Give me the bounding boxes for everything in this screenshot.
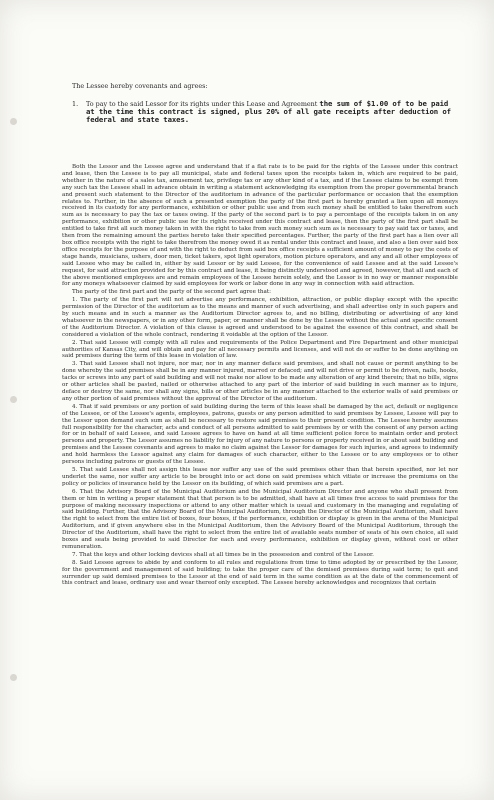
clause-3: 3. That said Lessee shall not injure, nor mar, nor in any manner deface said premises, and shall not cause or permit anything to be done whereby the said premises shall be in any manner injured, marred or defaced; and will not drive or permit to be driven, nails, hooks, tacks or screws into any part of said building and will not make nor allow to be made any alteration of any kind therein; that no bills, signs or other articles shall be pasted, nailed or otherwise attached to any part of the interior of said building in such manner as to injure, deface or destroy the same, nor shall any signs, bills or other articles be in any manner attached to the exterior walls of said premises or any other portion of said premises without the approval of the Director of the auditorium. [62, 361, 458, 402]
clause-2: 2. That said Lessee will comply with all rules and requirements of the Police Department and Fire Department and other municipal authorities of Kansas City, and will obtain and pay for all necessary permits and licenses, and will not do or suffer to be done anything on said premises during the term of this lease in violation of law. [62, 339, 458, 360]
clause-8: 8. Said Lessee agrees to abide by and conform to all rules and regulations from time to time adopted by or prescribed by the Lessor, for the government and management of said building; to take the proper care of the demised premises during said term; to quit and surrender up said demised premises to the Lessor at the end of said term in the same condition as at the date of the commencement of this contract and lease, ordinary use and wear thereof only excepted. The Lessee hereby acknowledges and recognizes that certain [62, 559, 458, 587]
document-body [62, 82, 458, 588]
item-number: 1. [72, 100, 79, 108]
agreement-paragraph: Both the Lessor and the Lessee agree and understand that if a flat rate is to be paid for the rights of the Lessee under this contract and lease, then the Lessee is to pay all municipal, state and federal taxes upon the receipts taken in, which are required to be paid, whether in the nature of a sales tax, amusement tax, privilege tax or any other kind of a tax, and if the Lessee claims to be exempt from any such tax the Lessee shall in advance obtain in writing a statement acknowledging its exemption from the proper governmental branch and present such statement to the Director of the auditorium in advance of the particular performance or occasion that the exemption relates to. Further, in the absence of such a presented exemption the party of the first part is hereby granted a lien upon all moneys received in its custody for any performance, exhibition or other public use and from such money shall be entitled to take therefrom such sum as is necessary to pay the tax or taxes owing. If the party of the second part is to pay a percentage of the receipts taken in on any performance, exhibition or other public use for its rights received under this contract and lease, then the party of the first part shall be entitled to take first all such money taken in with the right to take from such money such sum as is necessary to pay said tax or taxes, and then from the remaining amount the parties hereto take their specified percentages. Further, the party of the first part has a lien over all box office receipts with the right to take therefrom the money owed it as rental under this contract and lease, and also a lien over said box office receipts for the purpose of and with the right to deduct from said box office receipts a sufficient amount of money to pay the costs of stage hands, musicians, ushers, door men, ticket takers, spot light operators, motion picture operators, and any and all other employees of said Lessee who may be called in, either by said Lessor or by said Lessee, for the convenience of said Lessee and at the said Lessee's request, for said attraction provided for by this contract and lease, it being distinctly understood and agreed, however, that all and each of the above mentioned employees are and remain employees of the Lessee herein solely, and the Lessor is in no way or manner responsible for any moneys whatsoever claimed by said employees for work or labor done in any way in connection with said attraction. [62, 164, 458, 288]
clause-4: 4. That if said premises or any portion of said building during the term of this lease shall be damaged by the act, default or negligence of the Lessee, or of the Lessee's agents, employees, patrons, guests or any person admitted to said premises by Lessee, Lessee will pay to the Lessor upon demand such sum as shall be necessary to restore said premises to their present condition. The Lessee hereby assumes full responsibility for the character, acts and conduct of all persons admitted to said premises by or with the consent of any person acting for or in behalf of said Lessee, and said Lessee agrees to have on hand at all time sufficient police force to maintain order and protect persons and property. The Lessor assumes no liability for injury of any nature to persons or property received in or about said building and premises and the Lessee covenants and agrees to make no claim against the Lessor for damages for such injuries, and agrees to indemnify and hold harmless the Lessor against any claim for damages of such character, either to the Lessee or to any employees or to other persons including patrons or guests of the Lessee. [62, 403, 458, 466]
clause-7: 7. That the keys and other locking devices shall at all times be in the possession and control of the Lessor. [72, 551, 374, 558]
printed-text: To pay to the said Lessor for its rights under this Lease and Agreement [86, 100, 318, 108]
item-text [86, 100, 458, 124]
clause-6: 6. That the Advisory Board of the Municipal Auditorium and the Municipal Auditorium Director and anyone who shall present from them or him in writing a proper statement that that person is to be admitted, shall have at all times free access to said premises for the purpose of making necessary inspections or attend to any other matter which is usual and customary in the managing and regulating of said building. Further, that the Advisory Board of the Municipal Auditorium, through the Director of the Municipal Auditorium, shall have the right to select from the entire list of boxes, four boxes, if the performance, exhibition or display is given in the arena of the Municipal Auditorium, and if given anywhere else in the Municipal Auditorium, then the Advisory Board of the Municipal Auditorium, through the Director of the Auditorium, shall have the right to select from the entire list of available seats number of seats of his own choice, all said boxes and seats being provided to said Director for each and every performance, exhibition or display given, without cost or other remuneration. [62, 488, 458, 550]
typed-insertion: the sum of $1.00 of to be paid at the time this contract is signed, plus 20% of all gate receipts after deduction of federal and state taxes. [86, 99, 451, 124]
clause-5: 5. That said Lessee shall not assign this lease nor suffer any use of the said premises other than that herein specified, nor let nor underlet the same, nor suffer any article to be brought into or act done on said premises which vitiate or increase the premiums on the policy or policies of insurance held by the Lessor on its building, of which said premises are a part. [62, 466, 458, 487]
punch-hole [10, 396, 17, 403]
punch-hole [10, 674, 17, 681]
covenant-item-1 [72, 100, 458, 124]
covenant-heading: The Lessee hereby covenants and agrees: [72, 82, 208, 90]
punch-hole [10, 118, 17, 125]
parties-paragraph: The party of the first part and the party of the second part agree that: [72, 289, 272, 296]
clause-1: 1. The party of the first part will not advertise any performance, exhibition, attraction, or public display except with the specific permission of the Director of the auditorium as to the means and manner of such advertising, and shall advertise only in such papers and by such means and in such a manner as the Auditorium Director agrees to, and no billing, distributing or advertising of any kind whatsoever in the newspapers, or in any other form, paper, or manner shall be done by the Lessee without the actual and specific consent of the Auditorium Director. A violation of this clause is agreed and understood to be against the essence of this contract, and shall be considered a violation of the whole contract, rendering it voidable at the option of the Lessor. [62, 297, 458, 338]
